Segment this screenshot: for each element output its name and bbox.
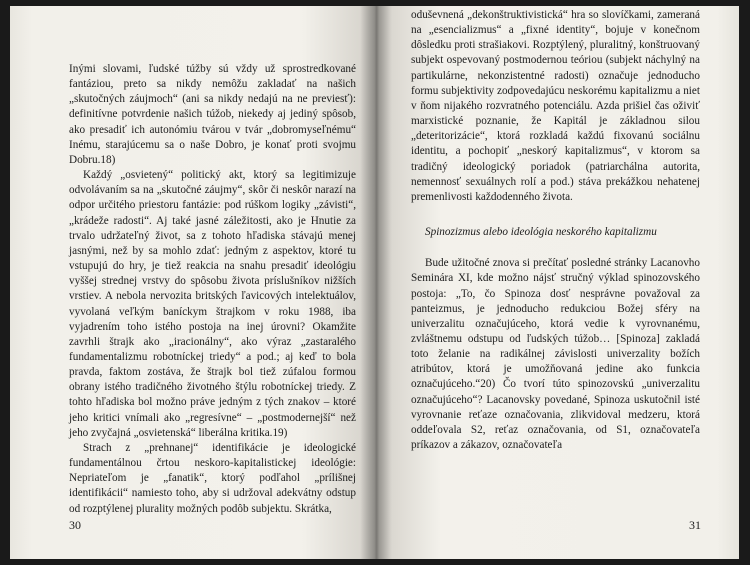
left-page xyxy=(10,6,375,559)
page-number: 31 xyxy=(689,518,701,532)
right-page xyxy=(375,6,739,559)
paragraph: Bude užitočné znova si prečítať posledné stránky Lacanovho Seminára XI, kde možno nájsť stručný výklad spinozovského postoja: „To, čo Spinoza dosť nesprávne považoval za panteizmus, je jednoducho redukciou Božej sféry na univerzalitu označujúceho, ktorá vedie k vyrovnanému, zvláštnemu odstupu od ľudských túžob… [Spinoza] zakladá toto želanie na radikálnej závislosti univerzality božích atribútov, ktorá je umožňovaná jedine ako funkcia označujúceho.“20) Čo tvorí túto spinozovskú „univerzalitu označujúceho“? Lacanovsky povedané, Spinoza uskutočnil isté vyrovnanie reťaze označovania, zlikvidoval medzeru, ktorá oddeľovala S2, reťaz označovania, od S1, označovateľa príkazov a zákazov, označovateľa xyxy=(411,257,700,452)
left-page-text xyxy=(69,62,356,517)
right-page-text xyxy=(411,8,700,453)
paragraph: Strach z „prehnanej“ identifikácie je ideologické fundamentálnou črtou neskoro-kapitalistickej ideológie: Nepriateľom je „fanatik“, ktorý podľahol „prílišnej identifikácii“ namiesto toho, aby si udržoval adekvátny odstup od rozptýlenej plurality možných podôb subjektu. Skrátka, xyxy=(69,441,356,515)
paragraph: Inými slovami, ľudské túžby sú vždy už sprostredkované fantáziou, preto sa nikdy nemôžu zakladať na našich „skutočných záujmoch“ (ani sa nikdy nedajú na ne previesť): definitívne potvrdenie našich túžob, niekedy aj jediný spôsob, ako presadiť ich autonómiu tvárou v tvár „dobromyseľnému“ Inému, starajúcemu sa o naše Dobro, je konať proti svojmu Dobru.18) xyxy=(69,63,356,166)
page-number: 30 xyxy=(69,518,81,532)
paragraph: Každý „osvietený“ politický akt, ktorý sa legitimizuje odvolávaním sa na „skutočné záujmy“, skôr či neskôr narazí na odpor určitého priestoru fantázie: pod rúškom logiky „závisti“, „krádeže radosti“. Aj také jasné záležitosti, ako je Hnutie za trvalo udržateľný život, sa z tohoto hľadiska stávajú menej jasnými, než by sa mohlo zdať: jedným z aspektov, ktoré tu vstupujú do hry, je tiež reakcia na snahu presadiť ideológiu vyššej strednej vrstvy do spôsobu života príslušníkov nižších vrstiev. A nebola nervozita britských ľavicových intelektuálov, vyvolaná veľkým baníckym štrajkom v roku 1988, iba vyjadrením toho istého postoja na inej úrovni? Okamžite zavrhli štrajk ako „iracionálny“, ako výraz „zastaralého fundamentalizmu robotníckej triedy“ a pod.; aj keď to bola pravda, faktom zostáva, že štrajk bol tiež zúfalou formou obrany istého tradičného životného štýlu robotníckej triedy. Z tohto hľadiska bol možno práve jedným z tých znakov – ktoré jeho kritici vnímali ako „regresívne“ – „postmodernejší“ než jeho zvyčajná „osvietenská“ liberálna kritika.19) xyxy=(69,169,356,439)
section-heading: Spinozizmus alebo ideológia neskorého kapitalizmu xyxy=(425,226,657,239)
paragraph: oduševnená „dekonštruktivistická“ hra so slovíčkami, zameraná na „esencializmus“ a „fixné identity“, bojuje v konečnom dôsledku proti strašiakovi. Rozptýlený, pluralitný, konštruovaný subjekt ospevovaný postmodernou teóriou (subjekt náchylný na partikulárne, nekonzistentné radosti) označuje jednoducho formu subjektivity zodpovedajúcu neskorému kapitalizmu a niet v ňom nijakého rozvratného potenciálu. Azda prišiel čas oživiť marxistické poznanie, že Kapitál je základnou silou „deteritorizácie“, ktorá rozkladá každú fixovanú sociálnu identitu, a pochopiť „neskorý kapitalizmus“, v ktorom sa tradičný ideologický poriadok (patriarchálna autorita, nemennosť sexuálnych rolí a pod.) stáva prekážkou nehatenej premenlivosti každodenného života. xyxy=(411,9,700,203)
